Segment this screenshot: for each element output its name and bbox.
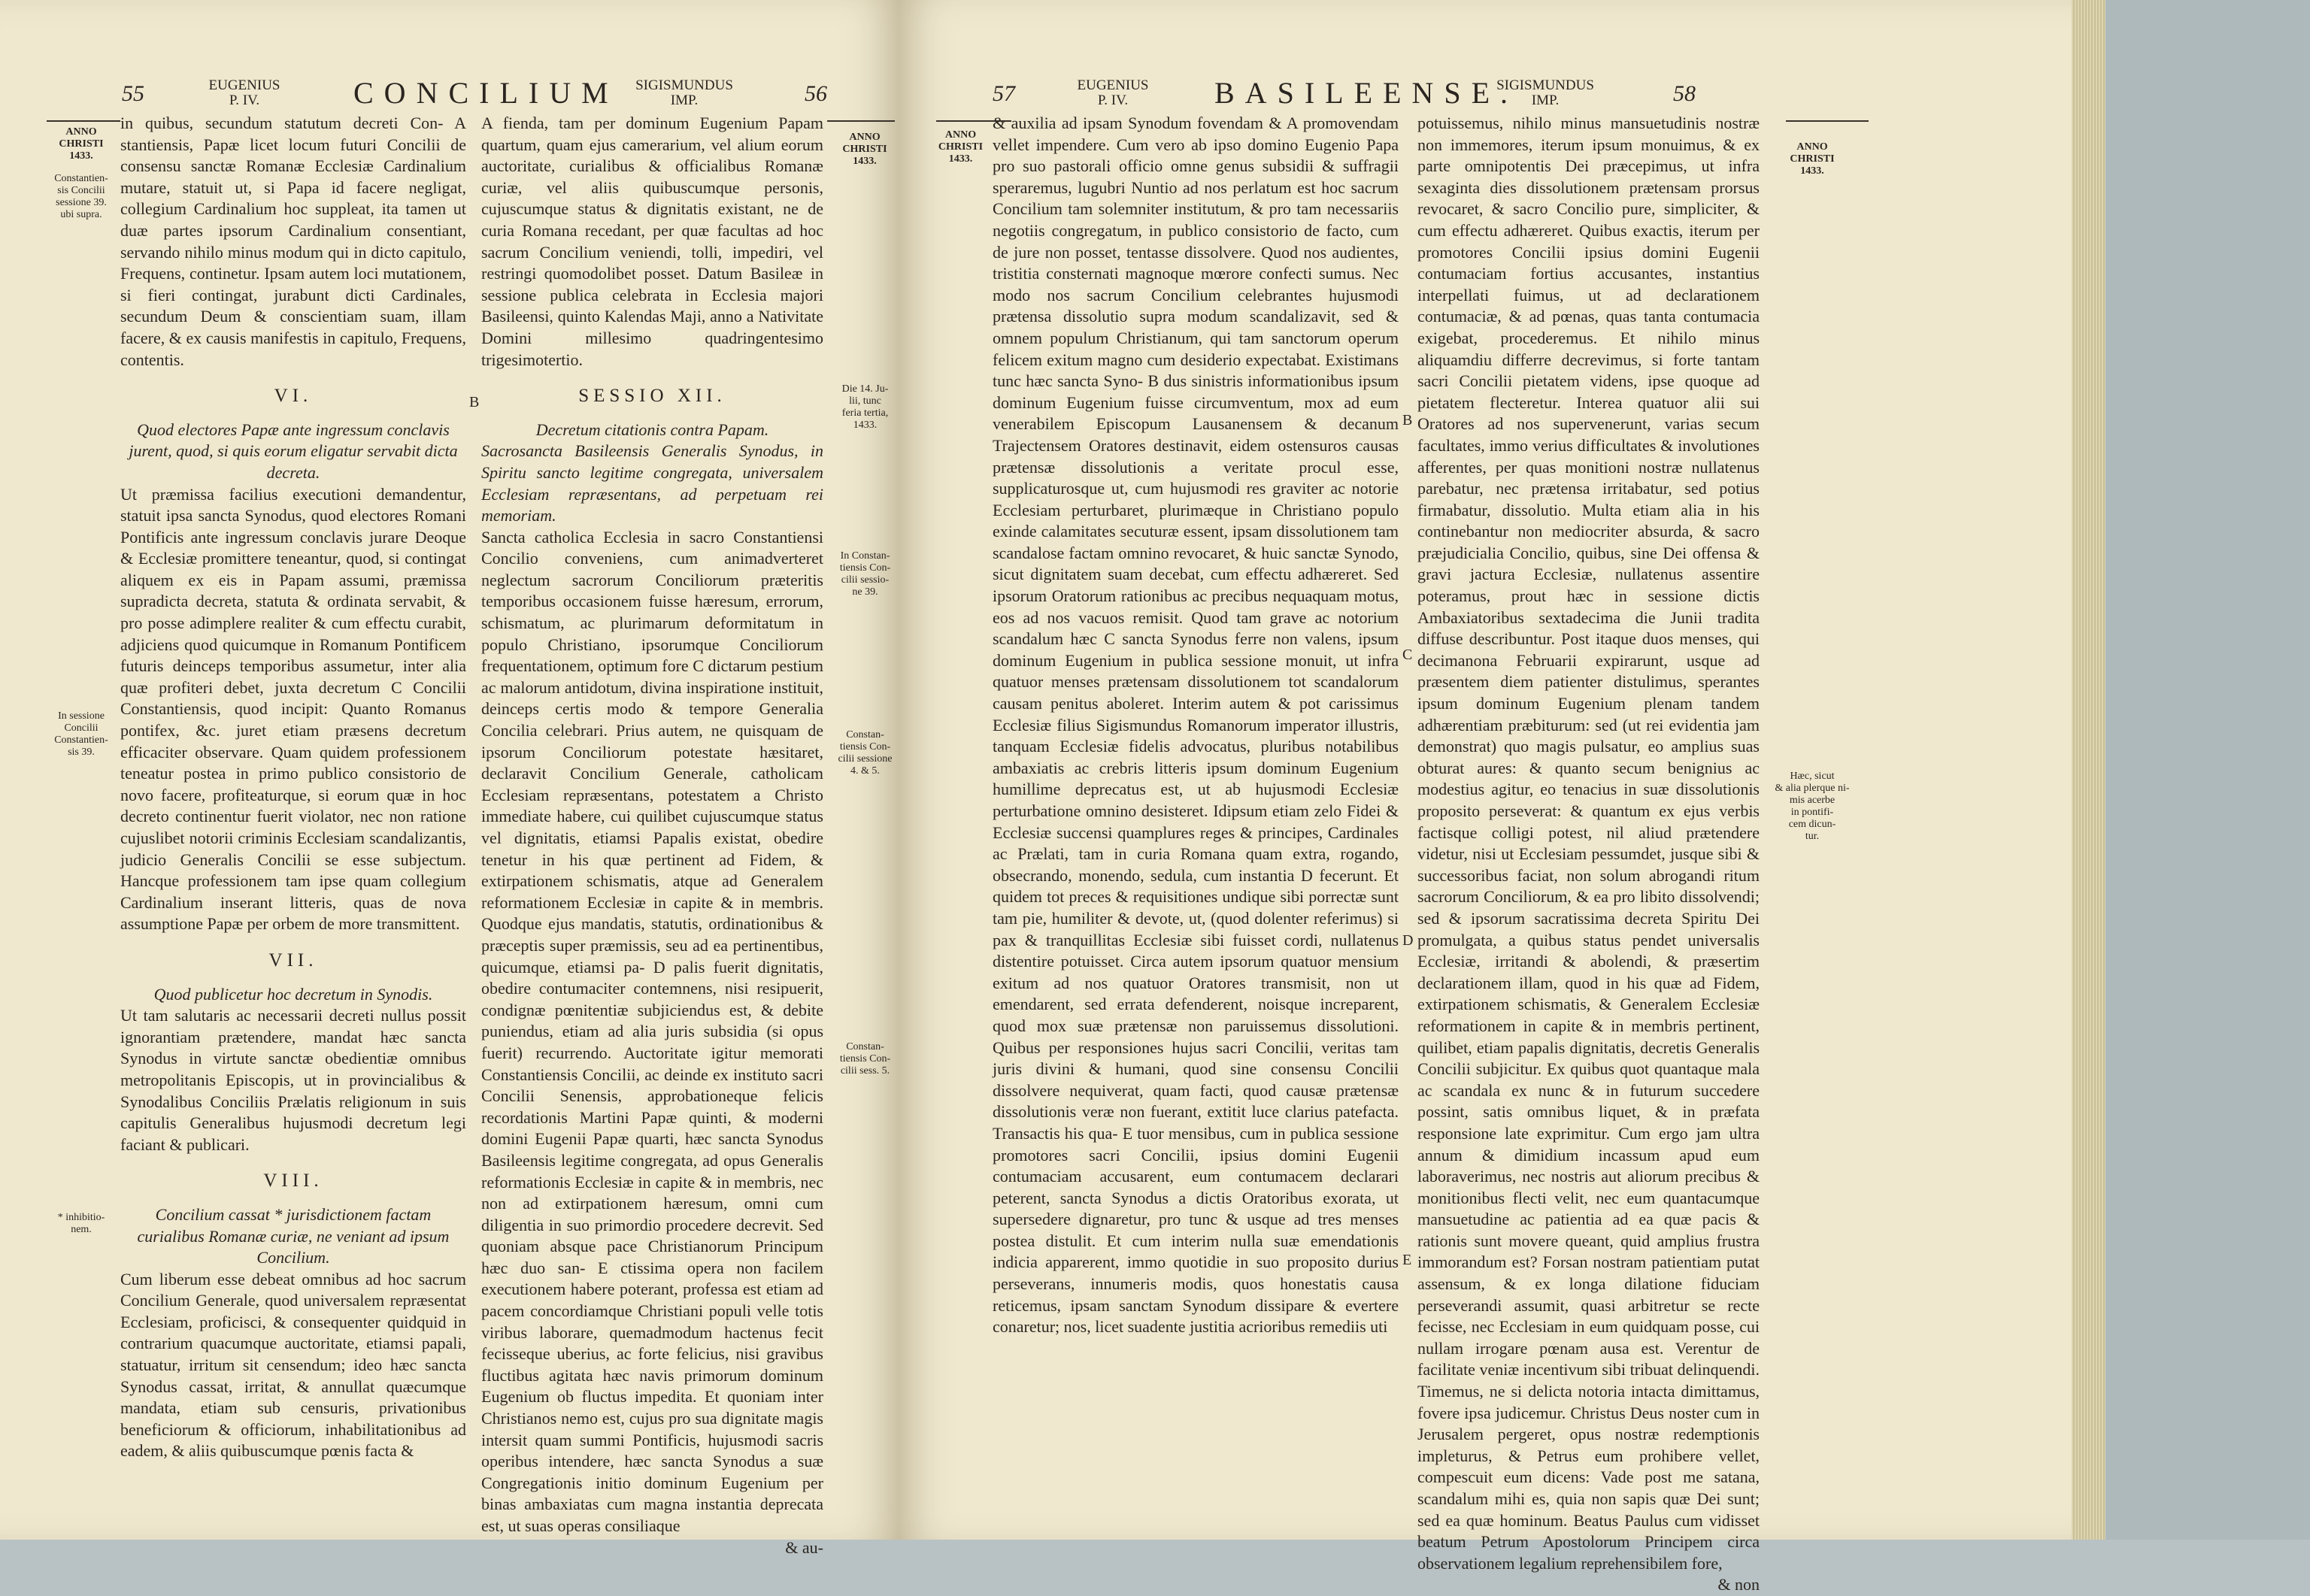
paragraph: Sacrosancta Basileensis Generalis Synodus, in Spiritu sancto legitime congregata, universalem Ecclesiam repræsentans, ad perpetuam rei memoriam. xyxy=(481,441,823,525)
margin-rule-right xyxy=(827,120,895,122)
margin-year: ANNO CHRISTI 1433. xyxy=(938,129,984,165)
margin-letter: B xyxy=(469,394,480,410)
paragraph: A fienda, tam per dominum Eugenium Papam quartum, quam ejus camerarium, vel alium eorum auctoritate, curialibus & officialibus Romanæ curiæ, vel aliis quibuscumque personis, cujuscumque status & dignitatis existant, ne de curia Romana recedant, per quæ facultas ad hoc sacrum Concilium veniendi, tolli, impediri, vel restringi quomodolibet posset. Datum Basileæ in sessione publica celebrata in Ecclesia majori Basileensi, quinto Kalendas Maji, anno a Nativitate Domini millesimo quadringentesimo trigesimotertio. xyxy=(481,114,823,369)
page-number-58: 58 xyxy=(1673,81,1696,106)
running-head-pope: EUGENIUS P. IV. xyxy=(208,77,280,108)
running-head-emperor: SIGISMUNDUS IMP. xyxy=(1496,77,1594,108)
paragraph: Cum liberum esse debeat omnibus ad hoc sacrum Concilium Generale, quod universalem repræsentat Ecclesiam, proficisci, & consequenter quidquid in contrarium quacumque auctoritate, etiamsi papali, statuatur, irritum sit censendum; ideo hæc sancta Synodus cassat, irritat, & annullat quæcumque mandata, etiam sub censuris, privationibus beneficiorum & officiorum, inhabilitationibus ad eadem, & aliis quibuscumque pœnis facta & xyxy=(120,1269,466,1461)
running-title: BASILEENSE. xyxy=(1214,76,1518,110)
margin-note: Constan- tiensis Con- cilii sess. 5. xyxy=(839,1041,891,1077)
margin-letter: B xyxy=(1402,412,1413,429)
margin-year: ANNO CHRISTI 1433. xyxy=(59,126,104,162)
background-surface xyxy=(2105,0,2310,1540)
margin-note: Die 14. Ju- lii, tunc feria tertia, 1433. xyxy=(841,383,889,431)
margin-note: Constan- tiensis Con- cilii sessione 4. & 5. xyxy=(838,729,893,777)
text-column-1 xyxy=(993,113,1399,1338)
catchword: & non xyxy=(1717,1575,1760,1594)
margin-letter: C xyxy=(1402,647,1413,663)
margin-rule-left xyxy=(47,120,120,122)
paragraph: Ut præmissa facilius executioni demandentur, statuit ipsa sancta Synodus, quod electores Romani Pontificis ante ingressum conclavis jurare Deoque & Ecclesiæ promittere teneantur, quod, si contingat aliquem ex eis in Papam assumi, præmissa supradicta decreta, statuta & ordinata servabit, & pro posse adimplere realiter & cum effectu curabit, adjiciens quod quicumque in Romanum Pontificem futuris deinceps temporibus assumetur, inter alia quæ profiteri debet, juxta decretum C Concilii Constantiensis, quod incipit: Quanto Romanus pontifex, &c. juret etiam præsens decretum efficaciter observare. Quam quidem professionem teneatur postea in primo publico consistorio de novo facere, profiteaturque, si eorum quæ in hoc decreto continentur fuerit violator, nec non ratione cujuslibet notorii criminis Ecclesiam scandalizantis, judicio Generalis Concilii se esse subjectum. Hancque professionem tam ipse quam collegium Cardinalium inserant litteris, quas de nova assumptione Papæ per orbem de more transmittent. xyxy=(120,484,466,934)
margin-year: ANNO CHRISTI 1433. xyxy=(1790,141,1835,177)
section-heading: VIII. xyxy=(263,1171,323,1192)
running-title: CONCILIUM xyxy=(353,76,619,110)
running-head-emperor: SIGISMUNDUS IMP. xyxy=(635,77,733,108)
page-number-56: 56 xyxy=(805,81,827,106)
section-heading: VI. xyxy=(274,386,313,407)
section-heading: VII. xyxy=(268,949,318,971)
section-title: Quod electores Papæ ante ingressum conclavis jurent, quod, si quis eorum eligatur servabit dicta decreta. xyxy=(129,419,458,482)
margin-year: ANNO CHRISTI 1433. xyxy=(842,132,887,167)
margin-rule-right xyxy=(1786,120,1869,122)
paragraph: Sancta catholica Ecclesia in sacro Constantiensi Concilio conveniens, cum animadverteret neglectum sacrorum Conciliorum præteritis temporibus occasionem fuisse hæresum, errorum, schismatum, ac plurimarum deformitatum in populo Christiano, ipsorumque Conciliorum frequentationem, optimum fore C dictarum pestium ac malorum antidotum, divina inspiratione instituit, deinceps certis modo & tempore Generalia Concilia celebrari. Prius autem, ne quisquam de ipsorum Conciliorum potestate hæsitaret, declaravit Concilium Generale, catholicam Ecclesiam repræsentans, potestatem a Christo immediate habere, cui quilibet cujuscumque status vel dignitatis, etiamsi Papalis existat, obedire tenetur in his quæ pertinent ad Fidem, & extirpationem schismatis, atque ad Generalem reformationem Ecclesiæ in capite & in membris. Quodque ejus mandatis, statutis, ordinationibus & præceptis super præmissis, seu ad ea pertinentibus, quicumque, etiamsi pa- D palis fuerit dignitatis, obedire contumaciter contemnens, nisi resipuerit, condignæ pœnitentiæ subjiciendus est, & debite puniendus, etiam ad alia juris subsidia (si opus fuerit) recurrendo. Auctoritate igitur memorati Constantiensis Concilii, ac deinde ex instituto sacri Concilii Senensis, approbationeque felicis recordationis Martini Papæ quinti, & moderni domini Eugenii Papæ quarti, hæc sancta Synodus Basileensis legitime congregata, ad opus Generalis reformationis Ecclesiæ in capite & in membris, nec non ad extirpationem hæresum, omni cum diligentia in suo primordio procedere decrevit. Sed quoniam absque pace Christianorum Principum hæc duo san- E ctissima opera non facilem executionem habere poterant, professa est etiam ad pacem concordiamque Christiani populi velle totis viribus laborare, quemadmodum hactenus fecit fecisseque uberius, ac forte felicius, nisi gravibus fluctibus agitata hæc navis primorum dominum Eugenium ob fluctus impedita. Et quoniam inter Christianos nemo est, cujus pro sua dignitate magis intersit quam summi Pontificis, hujusmodi sacris operibus intendere, hæc sancta Synodus a suæ Congregationis initio dominum Eugenium per binas ambaxiatas cum magna instantia deprecata est, ut suas operas consiliaque xyxy=(481,527,823,1535)
section-heading: SESSIO XII. xyxy=(578,386,726,407)
right-page xyxy=(899,0,2072,1594)
margin-note: Hæc, sicut & alia plerque ni- mis acerbe in pontifi- cem dicun- tur. xyxy=(1775,771,1850,842)
paragraph: Ut tam salutaris ac necessarii decreti nullus possit ignorantiam prætendere, mandat hæc sancta Synodus in virtute sanctæ obedientiæ omnibus metropolitanis Episcopis, ut in provincialibus & Synodalibus Conciliis Prælatis religionum in suis capitulis Generalibus hujusmodi decretum legi faciant & publicari. xyxy=(120,1006,466,1154)
paragraph: in quibus, secundum statutum decreti Con- A stantiensis, Papæ licet locum futuri Concilii de consensu sanctæ Romanæ Ecclesiæ Cardinalium mutare, statuit ut, si Papa id facere negligat, collegium Cardinalium hoc suppleat, ita tamen ut duæ partes ipsorum Cardinalium consentiant, servando nihilo minus modum qui in dicto capitulo, Frequens, continetur. Ipsam autem loci mutationem, si fieri contingat, jurabunt dicti Cardinales, secundum Deum & conscientiam suam, illam facere, & ex causis manifestis in capitulo, Frequens, contentis. xyxy=(120,114,466,369)
margin-note: Constantien- sis Concilii sessione 39. ubi supra. xyxy=(54,173,108,220)
margin-note: In Constan- tiensis Con- cilii sessio- ne 39. xyxy=(839,550,891,598)
catchword: & au- xyxy=(785,1537,823,1557)
paragraph: & auxilia ad ipsam Synodum fovendam & A promovendam vellet impendere. Cum vero ab ipso domino Eugenio Papa pro suo pastorali officio omne genus subsidii & suffragii speraremus, lugubri Nuntio ad nos perlatum est hoc sacrum Concilium tam solemniter institutum, & pro tam necessariis negotiis congregatum, in publico consistorio de facto, cum de jure non posset, tentasse dissolvere. Quod nos audientes, tristitia consternati magnoque mœrore confecti sumus. Nec modo nos sacrum Concilium celebrantes hujusmodi prætensa dissolutio supra modum scandalizavit, sed & omnem populum Christianum, qui tam sanctorum operum felicem exitum magno cum desiderio expectabat. Existimans tunc hæc sancta Syno- B dus sinistris informationibus ipsum dominum Eugenium fuisse circumventum, mox ad eum venerabilem Episcopum Lausanensem & decanum Trajectensem Oratores destinavit, eidem ostensuros causas prætensæ dissolutionis a veritate procul esse, supplicaturosque ut, cum hujusmodi res graviter ac notorie Ecclesiam perturbaret, plurimæque in Christiano populo exinde calamitates secuturæ essent, ipsam dissolutionem tam scandalose factam omnino revocaret, & huic sanctæ Synodo, sicut dignitatem suam decebat, cum effectu adhæreret. Sed ipsorum Oratorum rationibus ac precibus nequaquam motus, eos ad nos vacuos remisit. Quod tam grave ac notorium scandalum hæc C sancta Synodus ferre non valens, ipsum dominum Eugenium in publica sessione monuit, ut infra quatuor menses prætensam dissolutionem tot scandalorum causam penitus aboleret. Interim autem & pot carissimus Ecclesiæ filius Sigismundus Romanorum imperator illustris, tanquam Ecclesiæ fidelis advocatus, pluribus notabilibus ambaxiatis ac crebris litteris ipsum dominum Eugenium humillime deprecatus est, ut ab hujusmodi Ecclesiæ perturbatione omnino desisteret. Idipsum etiam zelo Fidei & Ecclesiæ succensi quamplures reges & principes, Cardinales ac Prælati, tam in curia Romana quam extra, rogando, obsecrando, monendo, sedula, cum instantia D fecerunt. Et quidem tot preces & requisitiones undique sibi porrectæ sunt tam pie, humiliter & devote, ut, (quod dolenter referimus) si pax & tranquillitas Ecclesiæ sibi fuisset cordi, nullatenus distentire potuisset. Circa autem ipsorum quatuor mensium exitum ad nos quatuor Oratores transmisit, non ut emendarent, sed errata defenderent, noisque increparent, quod mox suæ prætensæ non paruissemus dissolutioni. Quibus per responsiones hujus sacri Concilii, veritas tam juris divini & humani, quod sine consensu Concilii dissolvere nequiverat, quam facti, quod causæ prætensæ dissolutionis veræ non fuerant, extitit luce clarius patefacta. Transactis his qua- E tuor mensibus, cum in publica sessione promotores sacri Concilii, ipsius domini Eugenii contumaciam accusarent, eum contumacem declarari peterent, sancta Synodus a dictis Oratoribus exorata, ut supersedere dignaretur, pro tunc & usque ad tres menses postea distulit. Et cum interim nulla suæ emendationis indicia apparerent, immo quotidie in suo proposito durius perseverans, innumeris modis, quos honestatis causa reticemus, ipsam sanctam Synodum dissipare & evertere conaretur; nos, licet suadente justitia acrioribus remediis uti xyxy=(993,114,1399,1337)
page-number-57: 57 xyxy=(993,81,1015,106)
running-head-pope: EUGENIUS P. IV. xyxy=(1077,77,1149,108)
margin-note: In sessione Concilii Constantien- sis 39. xyxy=(54,710,108,758)
page-number-55: 55 xyxy=(122,81,144,106)
section-title: Quod publicetur hoc decretum in Synodis. xyxy=(153,984,433,1004)
text-column-1 xyxy=(120,113,466,1462)
margin-note: * inhibitio- nem. xyxy=(57,1212,105,1235)
text-column-2 xyxy=(1417,113,1760,1596)
paragraph: potuissemus, nihilo minus mansuetudinis nostræ non immemores, iterum ipsum monuimus, & ex parte omnipotentis Dei præcepimus, ut infra sexaginta dies dissolutionem prætensam prorsus revocaret, & sacro Concilio pure, simpliciter, & cum effectu adhæreret. Quibus exactis, iterum per promotores Concilii ipsius domini Eugenii contumaciam fortius accusantes, instantius interpellati fuimus, ut ad declarationem contumaciæ, & ad pœnas, quas tanta contumacia exigebat, procederemus. Et nihilo minus aliquamdiu differre decrevimus, si forte tantam sacri Concilii pietatem videns, ipse quoque ad pietatem flecteretur. Interea quatuor alii sui Oratores ad nos supervenerunt, varias secum facultates, immo verius difficultates & involutiones afferentes, per quas monitioni nostræ nullatenus parebatur, nec prætensa irritabatur, sed potius firmabatur, dissolutio. Multa etiam alia in his continebantur non mediocriter absurda, & sacro præjudicialia Concilio, quibus, sine Dei offensa & gravi jactura Ecclesiæ, nullatenus assentire poteramus, prout hæc in sessione dictis Ambaxiatoribus sextadecima die Junii tradita diffuse describuntur. Post itaque duos menses, qui decimanona Februarii expirarunt, usque ad præsentem diem patienter distulimus, sperantes ipsum dominum Eugenium plenam tandem adhærentiam præbiturum: sed (ut rei evidentia jam demonstrat) quo magis pulsatur, eo amplius suas obturat aures: & quanto secum benignius ac modestius agitur, eo tenacius in suæ dissolutionis proposito perseverat: & quantum ex ejus verbis factisque colligi potest, nil aliud prætendere videtur, nisi ut Ecclesiam pessumdet, jusque sibi & successoribus faciat, non solum abrogandi ritum sacrorum Conciliorum, & ea pro libito dissolvendi; sed & ipsorum sacratissima decreta Spiritu Dei promulgata, a quibus status pendet universalis Ecclesiæ, irritandi & abolendi, & præsertim declarationem illam, quod in his quæ ad Fidem, extirpationem schismatis, & Generalem Ecclesiæ reformationem in capite & in membris pertinent, quilibet, etiam papalis dignitatis, decretis Generalis Concilii subjicitur. Ex quibus quot quantaque mala ac scandala ex nunc & in futurum succedere possint, satis omnibus liquet, & in præfata responsione late exprimitur. Cum ergo jam ultra annum & dimidium incassum apud eum laboraverimus, nec nostris aut aliorum precibus & monitionibus flecti velit, nec eum quantacumque mansuetudine ac patientia ad ea quæ pacis & rationis sunt movere queant, quid amplius frustra immorandum est? Forsan nostram patientiam putat assensum, & ex longa dilatione fiduciam perseverandi assumit, quasi arbitretur se recte fecisse, nec Ecclesiam in eum quidquam posse, cui nullam irrogare pœnam ausa est. Verentur de facilitate veniæ incentivum sibi tribuat delinquendi. Timemus, ne si delicta notoria intacta dimittamus, fovere ipsa judicemur. Christus Deus noster cum in Jerusalem pergeret, opus nostræ redemptionis impleturus, & Petrus eum prohibere vellet, compescuit eum dicens: Vade post me satana, scandalum mihi es, quia non sapis quæ Dei sunt; sed ea quæ hominum. Beatus Paulus cum vidisset beatum Petrum Apostolorum Principem circa observationem legalium reprehensibilem fore, xyxy=(1417,114,1760,1573)
left-page xyxy=(0,0,899,1557)
section-title: Decretum citationis contra Papam. xyxy=(535,419,769,439)
text-column-2 xyxy=(481,113,823,1558)
margin-letter: E xyxy=(1402,1252,1412,1268)
margin-letter: D xyxy=(1402,932,1414,949)
page-edges xyxy=(2072,0,2105,1540)
section-title: Concilium cassat * jurisdictionem factam curialibus Romanæ curiæ, ne veniant ad ipsum Concilium. xyxy=(137,1204,450,1267)
